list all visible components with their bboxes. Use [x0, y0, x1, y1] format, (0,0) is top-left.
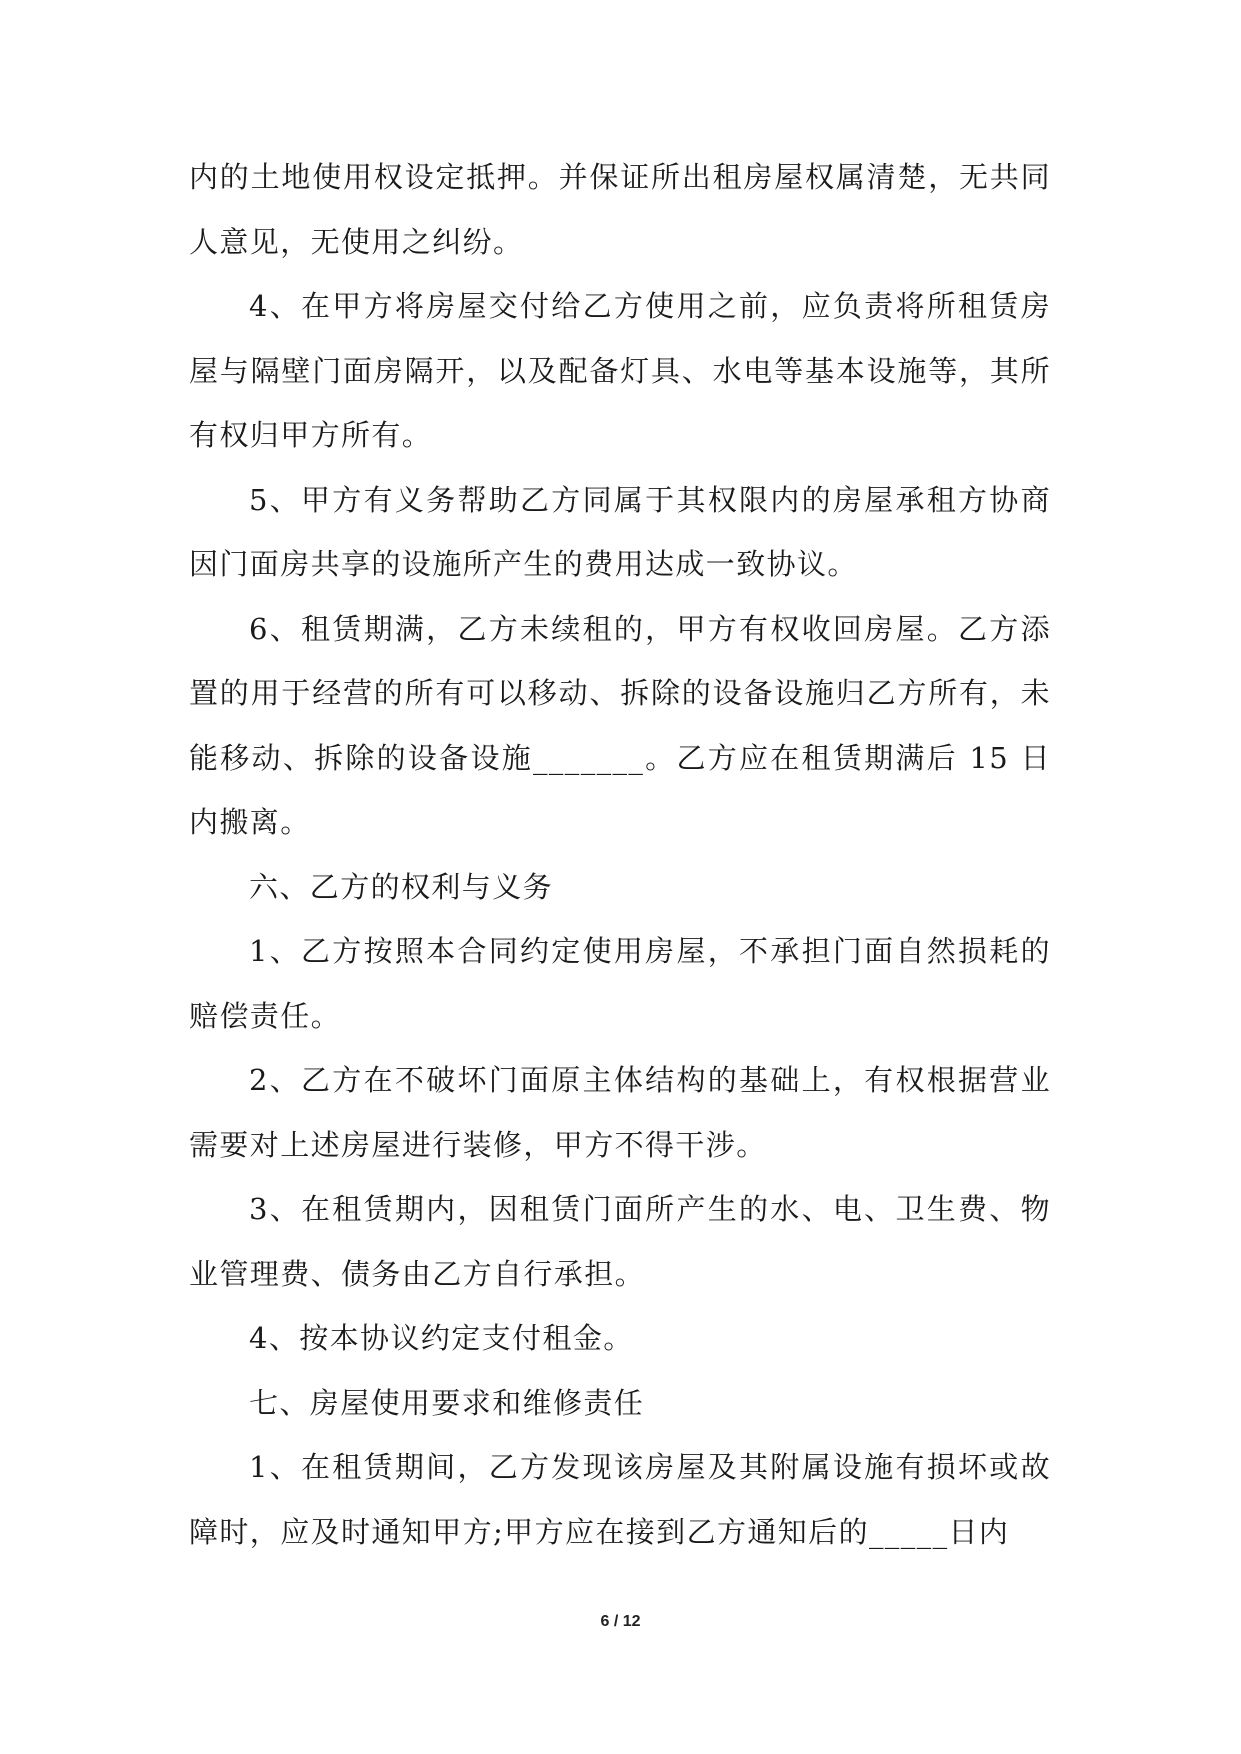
paragraph-6: 2、乙方在不破坏门面原主体结构的基础上，有权根据营业需要对上述房屋进行装修，甲方不得干涉。 — [189, 1063, 1051, 1162]
paragraph-4: 6、租赁期满，乙方未续租的，甲方有权收回房屋。乙方添置的用于经营的所有可以移动、拆除的设备设施归乙方所有，未能移动、拆除的设备设施_______。乙方应在租赁期满后 15 日内搬离。 — [189, 611, 1051, 839]
paragraph-3: 5、甲方有义务帮助乙方同属于其权限内的房屋承租方协商因门面房共享的设施所产生的费用达成一致协议。 — [189, 482, 1051, 581]
page-number: 6 / 12 — [600, 1613, 641, 1630]
section-heading-six: 六、乙方的权利与义务 — [249, 869, 554, 904]
paragraph-7: 3、在租赁期内，因租赁门面所产生的水、电、卫生费、物业管理费、债务由乙方自行承担。 — [189, 1192, 1051, 1291]
section-heading-seven: 七、房屋使用要求和维修责任 — [249, 1385, 645, 1420]
paragraph-8: 4、按本协议约定支付租金。 — [249, 1321, 634, 1355]
paragraph-1: 内的土地使用权设定抵押。并保证所出租房屋权属清楚，无共同人意见，无使用之纠纷。 — [189, 160, 1051, 259]
paragraph-5: 1、乙方按照本合同约定使用房屋，不承担门面自然损耗的赔偿责任。 — [189, 934, 1051, 1033]
paragraph-9: 1、在租赁期间，乙方发现该房屋及其附属设施有损坏或故障时，应及时通知甲方;甲方应在接到乙方通知后的_____日内 — [189, 1450, 1051, 1549]
document-body — [189, 145, 1051, 1564]
paragraph-2: 4、在甲方将房屋交付给乙方使用之前，应负责将所租赁房屋与隔壁门面房隔开，以及配备灯具、水电等基本设施等，其所有权归甲方所有。 — [189, 289, 1051, 452]
